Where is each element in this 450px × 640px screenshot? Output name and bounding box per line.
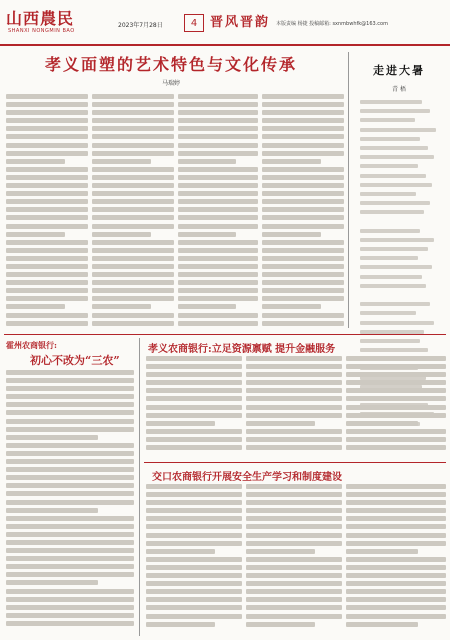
text-line: [178, 224, 258, 229]
text-line: [6, 321, 88, 326]
text-line: [262, 264, 344, 269]
text-line: [346, 605, 446, 610]
text-line: [178, 167, 258, 172]
article-column-3: [178, 94, 258, 330]
poem-line: [360, 128, 436, 132]
text-line: [346, 500, 446, 505]
text-line: [246, 597, 342, 602]
text-line: [246, 500, 342, 505]
text-line: [6, 524, 134, 529]
text-line: [346, 405, 446, 410]
text-line: [146, 549, 215, 554]
text-line: [262, 118, 344, 123]
text-line: [262, 151, 344, 156]
text-line: [6, 564, 134, 569]
text-line: [6, 394, 134, 399]
poem-line: [360, 284, 426, 288]
text-line: [262, 199, 344, 204]
text-line: [6, 491, 134, 496]
text-line: [246, 605, 342, 610]
text-line: [146, 413, 242, 418]
text-line: [246, 413, 342, 418]
article-column-2: [92, 94, 174, 330]
text-line: [146, 614, 242, 619]
text-line: [146, 516, 242, 521]
text-line: [6, 459, 134, 464]
text-line: [246, 622, 315, 627]
text-line: [262, 232, 321, 237]
text-line: [92, 207, 174, 212]
text-line: [6, 224, 88, 229]
text-line: [6, 572, 134, 577]
text-line: [178, 102, 258, 107]
text-line: [262, 102, 344, 107]
text-line: [346, 614, 446, 619]
text-line: [178, 118, 258, 123]
text-line: [6, 280, 88, 285]
text-line: [178, 151, 258, 156]
newspaper-logo: 山西農民: [6, 9, 75, 28]
text-line: [178, 134, 258, 139]
poem-line: [360, 174, 426, 178]
poem-line: [360, 164, 418, 168]
text-line: [6, 483, 134, 488]
masthead: [0, 0, 450, 46]
text-line: [146, 396, 242, 401]
poem-line: [360, 247, 428, 251]
text-line: [92, 232, 151, 237]
text-line: [262, 321, 344, 326]
text-line: [262, 296, 344, 301]
text-line: [246, 364, 342, 369]
text-line: [346, 549, 418, 554]
text-line: [6, 548, 134, 553]
text-line: [178, 280, 258, 285]
text-line: [146, 524, 242, 529]
text-line: [6, 435, 98, 440]
poem-line: [360, 256, 418, 260]
text-line: [92, 296, 174, 301]
text-line: [262, 134, 344, 139]
text-line: [146, 484, 242, 489]
text-line: [178, 272, 258, 277]
text-line: [262, 224, 344, 229]
text-line: [6, 589, 134, 594]
text-line: [346, 516, 446, 521]
poem-line: [360, 118, 415, 122]
poem-line: [360, 348, 428, 352]
text-line: [146, 405, 242, 410]
text-line: [146, 589, 242, 594]
issue-date: 2023年7月28日: [118, 22, 163, 29]
right-story-2-col-2: [246, 484, 342, 636]
text-line: [146, 533, 242, 538]
text-line: [346, 437, 446, 442]
text-line: [6, 427, 134, 432]
text-line: [178, 143, 258, 148]
text-line: [246, 380, 342, 385]
text-line: [6, 451, 134, 456]
text-line: [6, 419, 134, 424]
text-line: [178, 110, 258, 115]
text-line: [92, 134, 174, 139]
text-line: [346, 508, 446, 513]
text-line: [346, 581, 446, 586]
text-line: [346, 445, 446, 450]
text-line: [346, 372, 446, 377]
text-line: [178, 94, 258, 99]
text-line: [262, 248, 344, 253]
text-line: [92, 240, 174, 245]
text-line: [246, 445, 342, 450]
poem-line: [360, 183, 432, 187]
text-line: [6, 313, 88, 318]
right-story-1-col-3: [346, 356, 446, 458]
text-line: [92, 288, 174, 293]
text-line: [178, 183, 258, 188]
text-line: [246, 573, 342, 578]
section-title: 晋风晋韵: [210, 15, 271, 30]
text-line: [146, 541, 242, 546]
text-line: [346, 364, 446, 369]
right-story-2-title: 交口农商银行开展安全生产学习和制度建设: [152, 472, 342, 483]
text-line: [92, 167, 174, 172]
text-line: [262, 288, 344, 293]
text-line: [178, 296, 258, 301]
text-line: [178, 175, 258, 180]
text-line: [262, 313, 344, 318]
text-line: [146, 557, 242, 562]
poem-line: [360, 265, 432, 269]
text-line: [178, 288, 258, 293]
text-line: [6, 175, 88, 180]
text-line: [6, 94, 88, 99]
newspaper-logo-subtitle: SHANXI NONGMIN BAO: [8, 28, 75, 34]
text-line: [246, 541, 342, 546]
text-line: [246, 421, 315, 426]
text-line: [346, 622, 418, 627]
text-line: [262, 215, 344, 220]
text-line: [6, 151, 88, 156]
right-story-1-col-1: [146, 356, 242, 458]
left-story-body: [6, 370, 134, 636]
text-line: [6, 508, 98, 513]
text-line: [146, 429, 242, 434]
text-line: [178, 215, 258, 220]
text-line: [92, 199, 174, 204]
poem-line: [360, 137, 420, 141]
text-line: [178, 240, 258, 245]
text-line: [246, 524, 342, 529]
text-line: [6, 475, 134, 480]
text-line: [146, 605, 242, 610]
text-line: [92, 313, 174, 318]
right-story-1-col-2: [246, 356, 342, 458]
text-line: [346, 573, 446, 578]
text-line: [92, 110, 174, 115]
text-line: [246, 549, 315, 554]
text-line: [92, 256, 174, 261]
text-line: [346, 541, 446, 546]
text-line: [178, 232, 236, 237]
text-line: [178, 126, 258, 131]
text-line: [6, 304, 65, 309]
text-line: [262, 159, 321, 164]
text-line: [6, 410, 134, 415]
text-line: [146, 573, 242, 578]
text-line: [6, 183, 88, 188]
section-rule: [4, 334, 446, 335]
text-line: [146, 372, 242, 377]
text-line: [6, 386, 134, 391]
text-line: [146, 508, 242, 513]
text-line: [6, 402, 134, 407]
text-line: [146, 364, 242, 369]
text-line: [92, 215, 174, 220]
text-line: [6, 134, 88, 139]
text-line: [92, 102, 174, 107]
text-line: [262, 167, 344, 172]
text-line: [92, 224, 174, 229]
text-line: [146, 597, 242, 602]
text-line: [246, 405, 342, 410]
text-line: [262, 110, 344, 115]
poem-line: [360, 275, 422, 279]
text-line: [6, 613, 134, 618]
poem-line: [360, 210, 424, 214]
right-story-1-title: 孝义农商银行:立足资源禀赋 提升金融服务: [148, 344, 336, 355]
text-line: [6, 159, 65, 164]
text-line: [6, 597, 134, 602]
editor-info: 本版责编 杨捷 投稿邮箱: sxnmbwhfk@163.com: [276, 21, 388, 27]
poem-line: [360, 109, 430, 113]
text-line: [6, 110, 88, 115]
text-line: [146, 388, 242, 393]
text-line: [6, 240, 88, 245]
text-line: [262, 143, 344, 148]
text-line: [6, 443, 134, 448]
text-line: [6, 378, 134, 383]
article-headline: 孝义面塑的艺术特色与文化传承: [44, 55, 297, 74]
text-line: [6, 370, 134, 375]
text-line: [246, 429, 342, 434]
text-line: [346, 356, 446, 361]
poem-line: [360, 321, 434, 325]
article-column-4: [262, 94, 344, 330]
text-line: [246, 492, 342, 497]
text-line: [246, 508, 342, 513]
text-line: [6, 143, 88, 148]
text-line: [346, 589, 446, 594]
text-line: [6, 288, 88, 293]
text-line: [146, 421, 215, 426]
text-line: [146, 380, 242, 385]
text-line: [346, 396, 446, 401]
text-line: [92, 248, 174, 253]
text-line: [6, 248, 88, 253]
text-line: [6, 605, 134, 610]
poem-line: [360, 201, 430, 205]
text-line: [178, 304, 236, 309]
text-line: [262, 191, 344, 196]
text-line: [92, 183, 174, 188]
poem-title: 走进大暑: [373, 64, 425, 77]
text-line: [262, 240, 344, 245]
text-line: [6, 580, 98, 585]
text-line: [92, 175, 174, 180]
text-line: [6, 500, 134, 505]
text-line: [6, 532, 134, 537]
text-line: [6, 256, 88, 261]
left-story-title: 初心不改为“三农”: [30, 354, 120, 367]
text-line: [246, 557, 342, 562]
text-line: [92, 272, 174, 277]
text-line: [92, 321, 174, 326]
left-story-kicker: 霍州农商银行:: [6, 340, 57, 350]
text-line: [346, 429, 446, 434]
poem-line: [360, 100, 422, 104]
text-line: [262, 272, 344, 277]
text-line: [6, 207, 88, 212]
text-line: [6, 296, 88, 301]
text-line: [92, 304, 151, 309]
text-line: [92, 94, 174, 99]
text-line: [262, 126, 344, 131]
text-line: [246, 388, 342, 393]
poem-line: [360, 229, 420, 233]
text-line: [146, 437, 242, 442]
text-line: [262, 280, 344, 285]
text-line: [246, 396, 342, 401]
text-line: [6, 191, 88, 196]
text-line: [262, 256, 344, 261]
text-line: [346, 565, 446, 570]
text-line: [146, 500, 242, 505]
right-story-2-col-1: [146, 484, 242, 636]
poem-line: [360, 192, 416, 196]
poem-author: 青 梧: [392, 86, 406, 93]
text-line: [262, 94, 344, 99]
text-line: [178, 264, 258, 269]
page-number: 4: [184, 14, 204, 32]
text-line: [146, 622, 215, 627]
text-line: [6, 516, 134, 521]
text-line: [246, 356, 342, 361]
text-line: [346, 388, 446, 393]
text-line: [178, 191, 258, 196]
section-rule: [144, 462, 446, 463]
text-line: [246, 516, 342, 521]
text-line: [346, 380, 446, 385]
text-line: [92, 151, 174, 156]
text-line: [262, 175, 344, 180]
text-line: [6, 467, 134, 472]
article-byline: 马瑞婷: [161, 80, 180, 87]
text-line: [146, 356, 242, 361]
text-line: [178, 159, 236, 164]
text-line: [246, 484, 342, 489]
text-line: [262, 304, 321, 309]
text-line: [92, 159, 151, 164]
text-line: [346, 524, 446, 529]
text-line: [92, 118, 174, 123]
text-line: [146, 581, 242, 586]
text-line: [178, 199, 258, 204]
column-divider: [348, 52, 349, 328]
text-line: [6, 118, 88, 123]
column-divider: [139, 338, 140, 636]
text-line: [346, 421, 418, 426]
text-line: [6, 167, 88, 172]
text-line: [262, 183, 344, 188]
text-line: [346, 484, 446, 489]
text-line: [246, 614, 342, 619]
text-line: [146, 492, 242, 497]
text-line: [6, 540, 134, 545]
text-line: [246, 565, 342, 570]
poem-line: [360, 146, 428, 150]
text-line: [92, 143, 174, 148]
poem-line: [360, 311, 416, 315]
text-line: [6, 126, 88, 131]
text-line: [6, 102, 88, 107]
poem-line: [360, 238, 434, 242]
right-story-2-col-3: [346, 484, 446, 636]
text-line: [346, 492, 446, 497]
text-line: [92, 191, 174, 196]
text-line: [92, 280, 174, 285]
text-line: [178, 207, 258, 212]
text-line: [346, 597, 446, 602]
text-line: [146, 565, 242, 570]
article-column-1: [6, 94, 88, 330]
text-line: [92, 264, 174, 269]
text-line: [146, 445, 242, 450]
text-line: [178, 256, 258, 261]
text-line: [178, 313, 258, 318]
text-line: [246, 589, 342, 594]
text-line: [6, 272, 88, 277]
text-line: [346, 413, 446, 418]
text-line: [246, 437, 342, 442]
text-line: [6, 264, 88, 269]
text-line: [6, 621, 134, 626]
text-line: [178, 321, 258, 326]
text-line: [246, 533, 342, 538]
text-line: [246, 581, 342, 586]
text-line: [262, 207, 344, 212]
text-line: [346, 557, 446, 562]
text-line: [346, 533, 446, 538]
text-line: [6, 199, 88, 204]
text-line: [6, 215, 88, 220]
text-line: [92, 126, 174, 131]
text-line: [178, 248, 258, 253]
poem-line: [360, 339, 420, 343]
poem-line: [360, 155, 434, 159]
text-line: [246, 372, 342, 377]
text-line: [6, 556, 134, 561]
poem-line: [360, 302, 430, 306]
text-line: [6, 232, 65, 237]
